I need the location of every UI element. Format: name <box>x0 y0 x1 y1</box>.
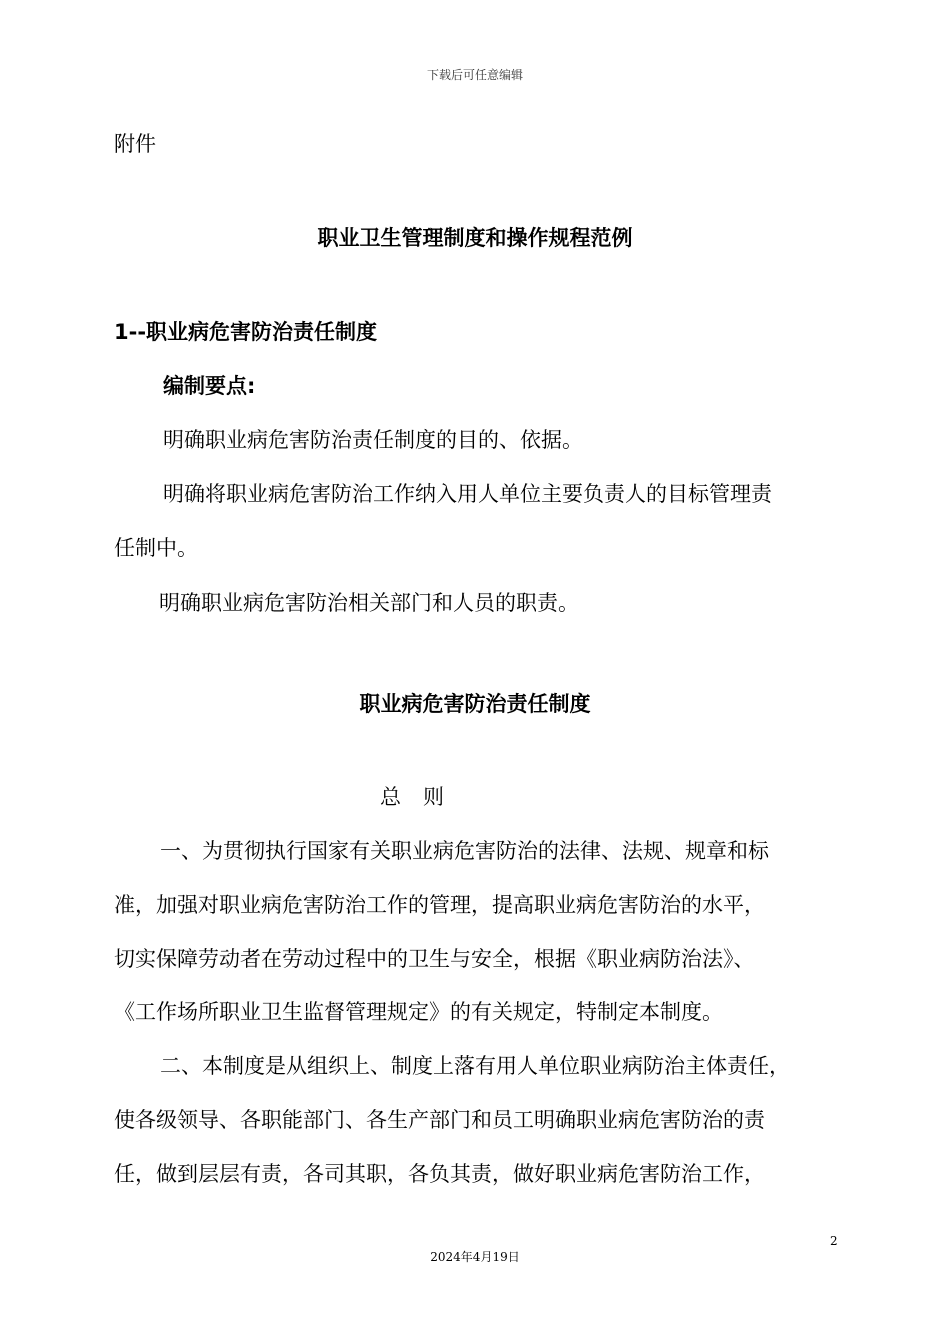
body-line: 《工作场所职业卫生监督管理规定》的有关规定，特制定本制度。 <box>114 1000 723 1024</box>
attachment-label: 附件 <box>114 132 156 156</box>
body-line: 使各级领导、各职能部门、各生产部门和员工明确职业病危害防治的责 <box>114 1108 765 1132</box>
page-number: 2 <box>830 1234 838 1248</box>
section-heading: 1--职业病危害防治责任制度 <box>114 320 378 344</box>
header-note: 下载后可任意编辑 <box>426 68 523 82</box>
key-point-2: 明确将职业病危害防治工作纳入用人单位主要负责人的目标管理责 <box>163 482 772 506</box>
general-heading: 总则 <box>380 785 466 809</box>
body-line: 切实保障劳动者在劳动过程中的卫生与安全，根据《职业病防治法》、 <box>114 947 755 971</box>
body-line: 一、为贯彻执行国家有关职业病危害防治的法律、法规、规章和标 <box>160 839 769 863</box>
key-point-2-continued: 任制中。 <box>114 536 198 560</box>
body-line: 二、本制度是从组织上、制度上落有用人单位职业病防治主体责任， <box>160 1054 790 1078</box>
body-line: 准，加强对职业病危害防治工作的管理，提高职业病危害防治的水平， <box>114 893 765 917</box>
key-points-label: 编制要点: <box>163 374 256 398</box>
key-point-1: 明确职业病危害防治责任制度的目的、依据。 <box>163 428 583 452</box>
key-point-3: 明确职业病危害防治相关部门和人员的职责。 <box>159 591 579 615</box>
footer-date: 2024年4月19日 <box>430 1250 520 1264</box>
main-title: 职业卫生管理制度和操作规程范例 <box>317 226 633 250</box>
subtitle: 职业病危害防治责任制度 <box>359 692 591 716</box>
body-line: 任，做到层层有责，各司其职，各负其责，做好职业病危害防治工作， <box>114 1162 765 1186</box>
